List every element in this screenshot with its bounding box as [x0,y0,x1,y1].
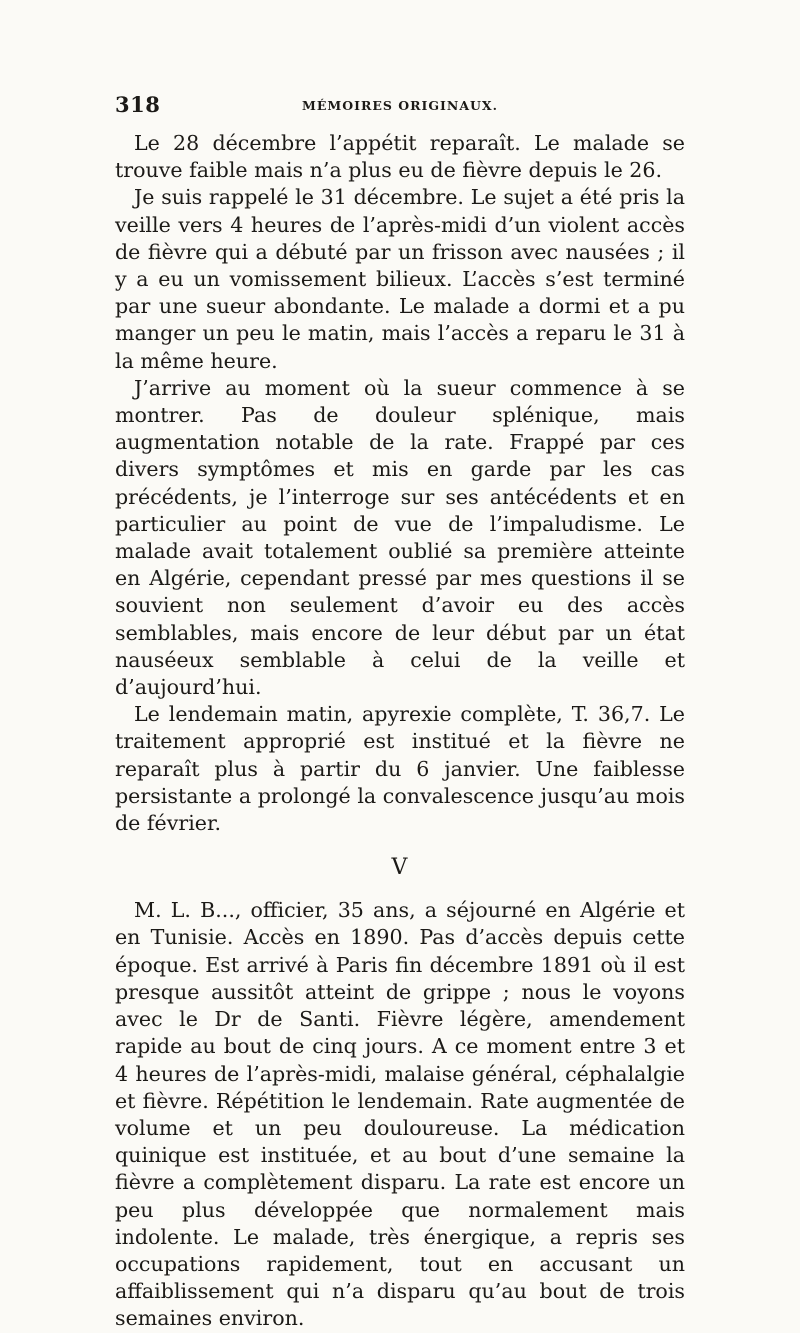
paragraph-1: Le 28 décembre l’appétit reparaît. Le malade se trouve faible mais n’a plus eu de fièvre depuis le 26. [115,131,685,183]
paragraph-2: Je suis rappelé le 31 décembre. Le sujet a été pris la veille vers 4 heures de l’après-midi d’un violent accès de fièvre qui a débuté par un frisson avec nausées ; il y a eu un vomissement bilieux. L’accès s’est terminé par une sueur abondante. Le malade a dormi et a pu manger un peu le matin, mais l’accès a reparu le 31 à la même heure. [115,185,685,373]
page-header [115,92,685,130]
paragraph-3: J’arrive au moment où la sueur commence à se montrer. Pas de douleur splénique, mais augmentation notable de la rate. Frappé par ces divers symptômes et mis en garde par les cas précédents, je l’interroge sur ses antécédents et en particulier au point de vue de l’impaludisme. Le malade avait totalement oublié sa première atteinte en Algérie, cependant pressé par mes questions il se souvient non seulement d’avoir eu des accès semblables, mais encore de leur début par un état nauséeux semblable à celui de la veille et d’aujourd’hui. [115,375,685,700]
paragraph-4: Le lendemain matin, apyrexie complète, T. 36,7. Le traitement approprié est institué et la fièvre ne reparaît plus à partir du 6 janvier. Une faiblesse persistante a prolongé la convalescence jusqu’au mois de février. [115,702,685,836]
running-title: MÉMOIRES ORIGINAUX. [302,98,498,113]
book-page [115,92,685,1333]
section-numeral: V [391,855,409,881]
page-number: 318 [115,92,161,117]
paragraph-5: M. L. B..., officier, 35 ans, a séjourné en Algérie et en Tunisie. Accès en 1890. Pas d’accès depuis cette époque. Est arrivé à Paris fin décembre 1891 où il est presque aussitôt atteint de grippe ; nous le voyons avec le Dr de Santi. Fièvre légère, amendement rapide au bout de cinq jours. A ce moment entre 3 et 4 heures de l’après-midi, malaise général, céphalalgie et fièvre. Répétition le lendemain. Rate augmentée de volume et un peu douloureuse. La médication quinique est instituée, et au bout d’une semaine la fièvre a complètement disparu. La rate est encore un peu plus développée que normalement mais indolente. Le malade, très énergique, a repris ses occupations rapidement, tout en accusant un affaiblissement qui n’a disparu qu’au bout de trois semaines environ. [115,898,685,1331]
